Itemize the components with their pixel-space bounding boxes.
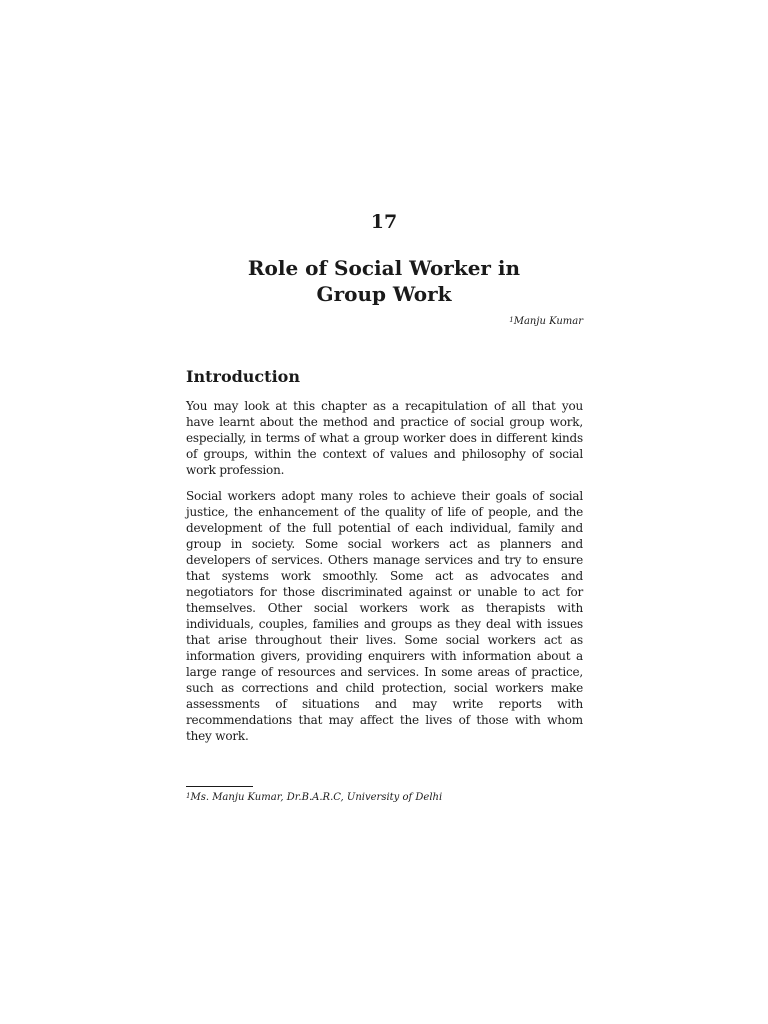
author-byline [186,316,583,327]
chapter-title [0,255,768,307]
footnote-text: Ms. Manju Kumar, Dr.B.A.R.C, University of Delhi [190,792,443,803]
footnote [186,792,442,803]
chapter-number: 17 [370,211,398,233]
chapter-title-line-2: Group Work [316,282,452,306]
author-footnote-marker: 1 [509,316,514,324]
body-paragraph: Social workers adopt many roles to achieve their goals of social justice, the enhancement of the quality of life of people, and the development of the full potential of each individual, family and group in society. Some social workers act as planners and developers of services. Others manage services and try to ensure that systems work smoothly. Some act as advocates and negotiators for those discriminated against or unable to act for themselves. Other social workers work as therapists with individuals, couples, families and groups as they deal with issues that arise throughout their lives. Some social workers act as information givers, providing enquirers with information about a large range of resources and services. In some areas of practice, such as corrections and child protection, social workers make assessments of situations and may write reports with recommendations that may affect the lives of those with whom they work. [186,489,583,743]
section-heading: Introduction [186,367,300,386]
footnote-marker: 1 [186,792,191,800]
chapter-title-line-1: Role of Social Worker in [247,256,521,280]
body-paragraph: You may look at this chapter as a recapitulation of all that you have learnt about the method and practice of social group work, especially, in terms of what a group worker does in different kinds of groups, within the context of values and philosophy of social work profession. [186,399,583,477]
footnote-divider [186,786,253,787]
author-name: Manju Kumar [513,316,583,327]
